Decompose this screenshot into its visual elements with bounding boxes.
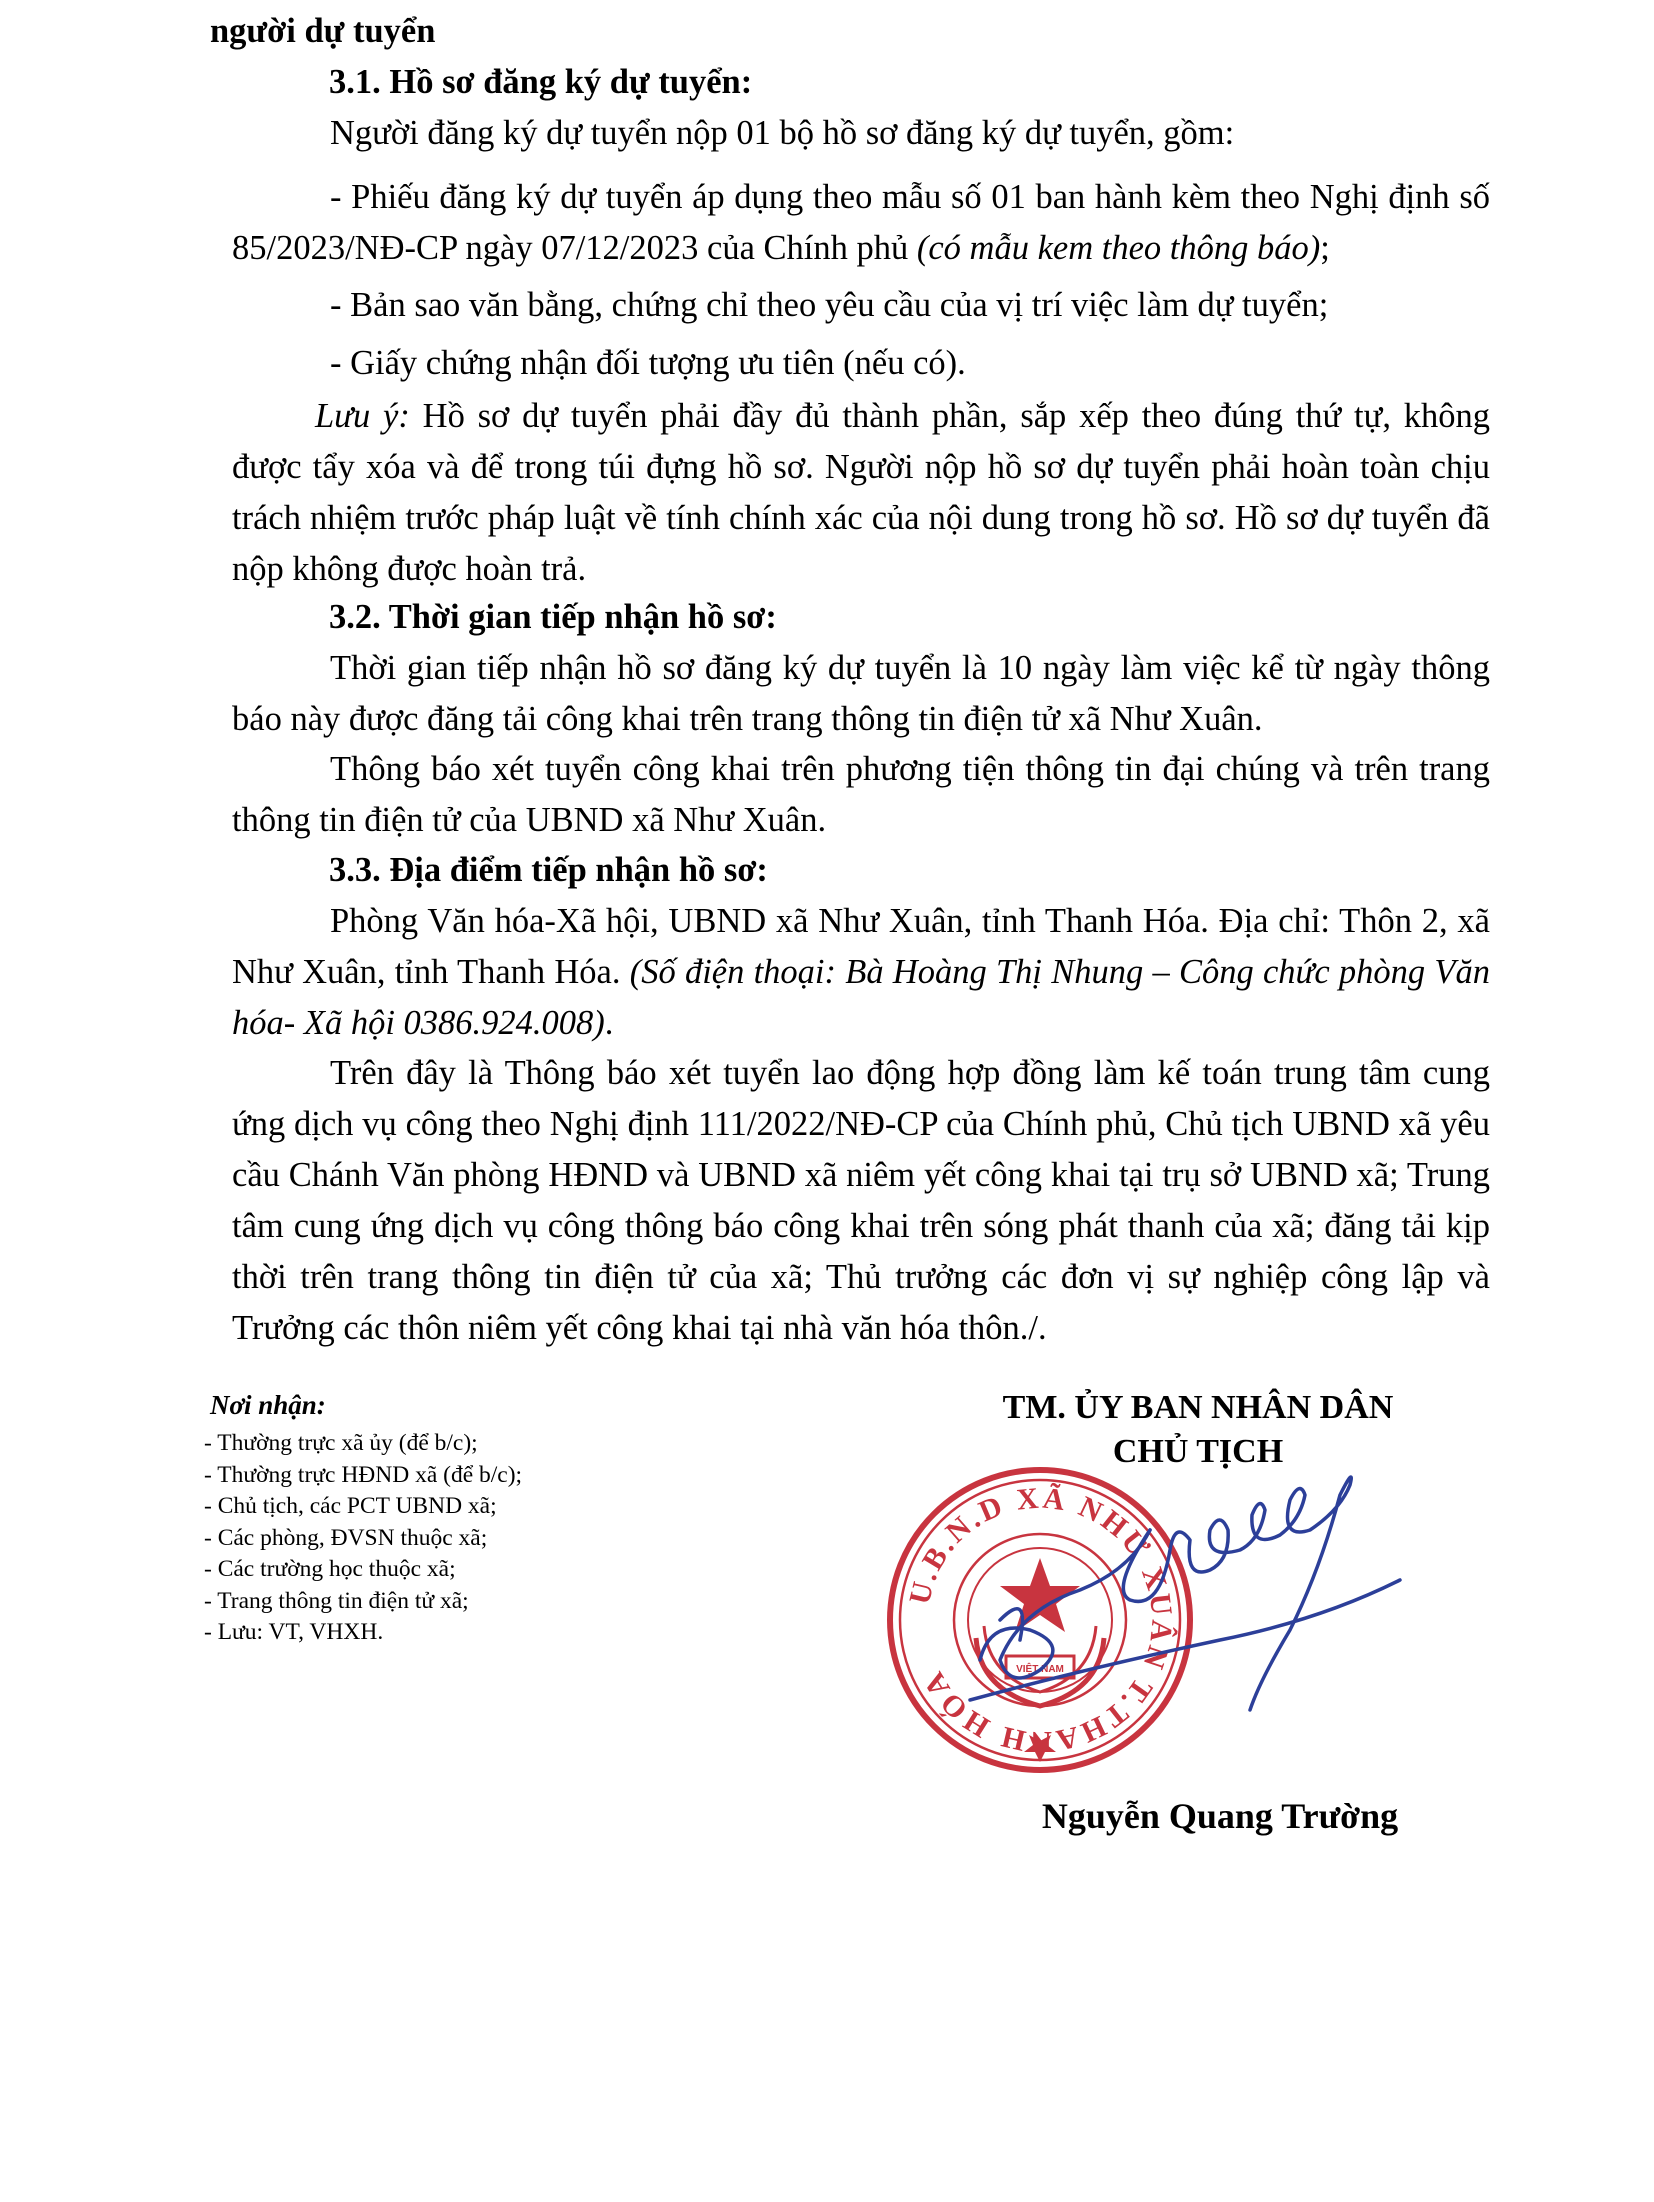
closing-paragraph: Trên đây là Thông báo xét tuyển lao động hợp đồng làm kế toán trung tâm cung ứng dịch vụ công theo Nghị định 111/2022/NĐ-CP của Chính phủ, Chủ tịch UBND xã yêu cầu Chánh Văn phòng HĐND và UBND xã niêm yết công khai tại trụ sở UBND xã; Trung tâm cung ứng dịch vụ công thông báo công khai trên sóng phát thanh của xã; đăng tải kịp thời trên trang thông tin điện tử của xã; Thủ trưởng các đơn vị sự nghiệp công lập và Trưởng các thôn niêm yết công khai tại nhà văn hóa thôn./. — [232, 1054, 1490, 1347]
note-text: Hồ sơ dự tuyển phải đầy đủ thành phần, sắp xếp theo đúng thứ tự, không được tẩy xóa và để trong túi đựng hồ sơ. Người nộp hồ sơ dự tuyển phải hoàn toàn chịu trách nhiệm trước pháp luật về tính chính xác của nội dung trong hồ sơ. Hồ sơ dự tuyển đã nộp không được hoàn trả. — [232, 397, 1490, 588]
svg-text:U.B.N.D XÃ NHƯ XUÂN T.THANH HÓ: U.B.N.D XÃ NHƯ XUÂN T.THANH HÓA — [902, 1481, 1179, 1759]
section-3-1-intro: Người đăng ký dự tuyển nộp 01 bộ hồ sơ đăng ký dự tuyển, gồm: — [330, 114, 1235, 152]
signature-title-line: CHỦ TỊCH — [1112, 1433, 1284, 1470]
handwritten-signature-icon — [960, 1470, 1410, 1730]
recipient-item: - Thường trực HĐND xã (để b/c); — [204, 1461, 523, 1488]
section-3-3-para — [232, 896, 1490, 1049]
recipient-item: - Trang thông tin điện tử xã; — [204, 1587, 469, 1614]
section-3-2-para-1: Thời gian tiếp nhận hồ sơ đăng ký dự tuyển là 10 ngày làm việc kể từ ngày thông báo này được đăng tải công khai trên trang thông tin điện tử xã Như Xuân. — [232, 649, 1490, 738]
recipient-item: - Lưu: VT, VHXH. — [204, 1619, 384, 1645]
item-1-text: - Phiếu đăng ký dự tuyển áp dụng theo mẫu số 01 ban hành kèm theo Nghị định số 85/2023/NĐ-CP ngày 07/12/2023 của Chính phủ — [232, 178, 1490, 267]
recipient-item: - Các phòng, ĐVSN thuộc xã; — [204, 1524, 488, 1551]
section-3-2-heading: 3.2. Thời gian tiếp nhận hồ sơ: — [329, 598, 777, 636]
section-3-1-heading: 3.1. Hồ sơ đăng ký dự tuyển: — [329, 63, 753, 101]
section-3-3-heading: 3.3. Địa điểm tiếp nhận hồ sơ: — [329, 851, 768, 889]
item-1-italic: (có mẫu kem theo thông báo) — [916, 229, 1321, 267]
recipient-item: - Chủ tịch, các PCT UBND xã; — [204, 1493, 497, 1519]
recipient-item: - Các trường học thuộc xã; — [204, 1556, 456, 1582]
section-3-3-phone: (Số điện thoại: Bà Hoàng Thị Nhung – Công chức phòng Văn hóa- Xã hội 0386.924.008) — [232, 953, 1490, 1042]
section-3-2-para-2: Thông báo xét tuyển công khai trên phương tiện thông tin đại chúng và trên trang thông tin điện tử của UBND xã Như Xuân. — [232, 750, 1490, 839]
note-label: Lưu ý: — [315, 397, 410, 435]
svg-text:VIỆT NAM: VIỆT NAM — [1016, 1664, 1064, 1675]
section-3-1-item-2: - Bản sao văn bằng, chứng chỉ theo yêu cầu của vị trí việc làm dự tuyển; — [330, 286, 1329, 324]
signature-org-line: TM. ỦY BAN NHÂN DÂN — [1002, 1389, 1394, 1426]
section-3-1-item-3: - Giấy chứng nhận đối tượng ưu tiên (nếu có). — [330, 344, 966, 382]
recipients-title: Nơi nhận: — [210, 1390, 326, 1420]
section-3-1-note — [232, 391, 1490, 595]
signer-name: Nguyễn Quang Trường — [1041, 1796, 1399, 1836]
top-line: người dự tuyển — [210, 12, 436, 50]
section-3-3-text: Phòng Văn hóa-Xã hội, UBND xã Như Xuân, tỉnh Thanh Hóa. Địa chỉ: Thôn 2, xã Như Xuân, tỉnh Thanh Hóa. — [232, 902, 1490, 991]
item-1-end: ; — [1320, 229, 1330, 267]
recipient-item: - Thường trực xã ủy (để b/c); — [204, 1430, 478, 1456]
section-3-1-item-1 — [232, 172, 1490, 274]
section-3-3-end: . — [604, 1004, 614, 1042]
recipients-list — [204, 1428, 522, 1649]
